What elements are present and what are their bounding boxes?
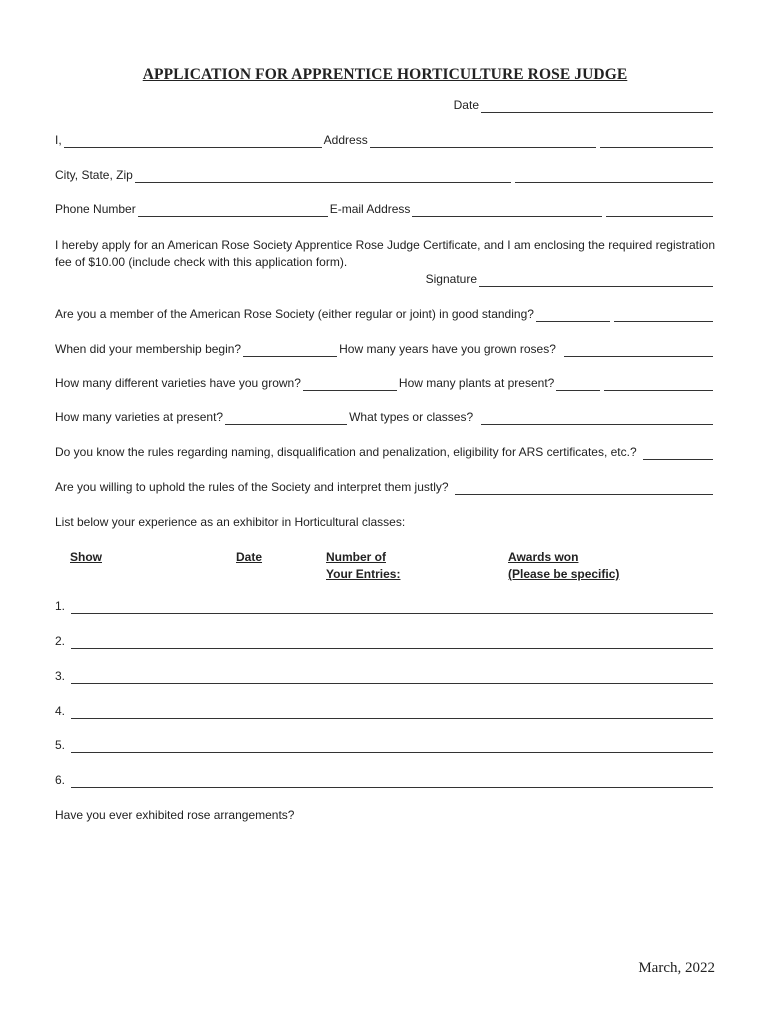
email-field[interactable]	[412, 205, 602, 217]
member-question: Are you a member of the American Rose Society (either regular or joint) in good standing?	[55, 307, 534, 321]
entry-field[interactable]	[71, 602, 713, 614]
entry-number: 4.	[55, 704, 66, 718]
city-row	[55, 168, 715, 183]
header-entries-line1: Number of	[326, 550, 386, 564]
years-grown-field[interactable]	[564, 345, 713, 357]
entry-field[interactable]	[71, 672, 713, 684]
experience-intro: List below your experience as an exhibitor in Horticultural classes:	[55, 515, 406, 529]
entry-number: 1.	[55, 599, 66, 613]
membership-begin-field[interactable]	[243, 345, 337, 357]
uphold-row	[55, 480, 715, 495]
signature-field[interactable]	[479, 275, 713, 287]
header-awards-line1: Awards won	[508, 550, 579, 564]
entry-row	[55, 704, 715, 719]
phone-field[interactable]	[138, 205, 328, 217]
entry-row	[55, 634, 715, 649]
entry-row	[55, 773, 715, 788]
header-entries-line2: Your Entries:	[326, 567, 401, 581]
plants-present-question: How many plants at present?	[398, 376, 555, 390]
plants-present-field[interactable]	[556, 379, 600, 391]
plants-present-field-2[interactable]	[604, 379, 713, 391]
entry-number: 6.	[55, 773, 66, 787]
member-answer-2[interactable]	[614, 310, 713, 322]
membership-row	[55, 342, 715, 357]
varieties-plants-row	[55, 376, 715, 391]
date-label: Date	[453, 98, 479, 112]
years-grown-question: How many years have you grown roses?	[339, 342, 556, 356]
entry-row	[55, 738, 715, 753]
phone-email-row	[55, 202, 715, 217]
header-entries	[326, 549, 400, 583]
varieties-present-field[interactable]	[225, 413, 347, 425]
date-field[interactable]	[481, 101, 713, 113]
varieties-present-question: How many varieties at present?	[55, 410, 224, 424]
city-state-zip-field-2[interactable]	[515, 171, 713, 183]
signature-label: Signature	[425, 272, 477, 286]
email-field-2[interactable]	[606, 205, 713, 217]
date-row	[55, 98, 715, 113]
entry-row	[55, 669, 715, 684]
address-field-2[interactable]	[600, 136, 713, 148]
entry-field[interactable]	[71, 637, 713, 649]
varieties-grown-question: How many different varieties have you grown?	[55, 376, 301, 390]
arrangements-question: Have you ever exhibited rose arrangements?	[55, 808, 295, 822]
types-field[interactable]	[481, 413, 713, 425]
name-field[interactable]	[64, 136, 322, 148]
header-date: Date	[236, 550, 263, 564]
entry-field[interactable]	[71, 741, 713, 753]
header-awards-line2: (Please be specific)	[508, 567, 620, 581]
entry-field[interactable]	[71, 776, 713, 788]
types-question: What types or classes?	[349, 410, 474, 424]
name-address-row	[55, 133, 715, 148]
name-label: I,	[55, 133, 62, 147]
footer-date: March, 2022	[638, 960, 715, 976]
city-label: City, State, Zip	[55, 168, 133, 182]
experience-intro-row	[55, 515, 715, 530]
entry-number: 3.	[55, 669, 66, 683]
uphold-answer[interactable]	[455, 483, 713, 495]
header-show: Show	[70, 550, 102, 564]
entry-number: 5.	[55, 738, 66, 752]
email-label: E-mail Address	[329, 202, 411, 216]
application-statement: I hereby apply for an American Rose Society Apprentice Rose Judge Certificate, and I am enclosing the required registration fee of $10.00 (include check with this application form).	[55, 238, 715, 269]
header-awards	[508, 549, 619, 583]
varieties-types-row	[55, 410, 715, 425]
arrangements-row	[55, 808, 715, 823]
member-row	[55, 307, 715, 322]
address-field[interactable]	[370, 136, 596, 148]
rules-question: Do you know the rules regarding naming, disqualification and penalization, eligibility for ARS certificates, etc.?	[55, 445, 637, 459]
rules-row	[55, 445, 715, 460]
signature-row	[55, 272, 715, 287]
membership-begin-question: When did your membership begin?	[55, 342, 242, 356]
form-title: APPLICATION FOR APPRENTICE HORTICULTURE ROSE JUDGE	[142, 66, 628, 83]
rules-answer[interactable]	[643, 448, 713, 460]
entry-field[interactable]	[71, 707, 713, 719]
phone-label: Phone Number	[55, 202, 136, 216]
address-label: Address	[323, 133, 368, 147]
varieties-grown-field[interactable]	[303, 379, 397, 391]
entry-row	[55, 599, 715, 614]
city-state-zip-field[interactable]	[135, 171, 511, 183]
member-answer[interactable]	[536, 310, 610, 322]
entry-number: 2.	[55, 634, 66, 648]
uphold-question: Are you willing to uphold the rules of the Society and interpret them justly?	[55, 480, 449, 494]
